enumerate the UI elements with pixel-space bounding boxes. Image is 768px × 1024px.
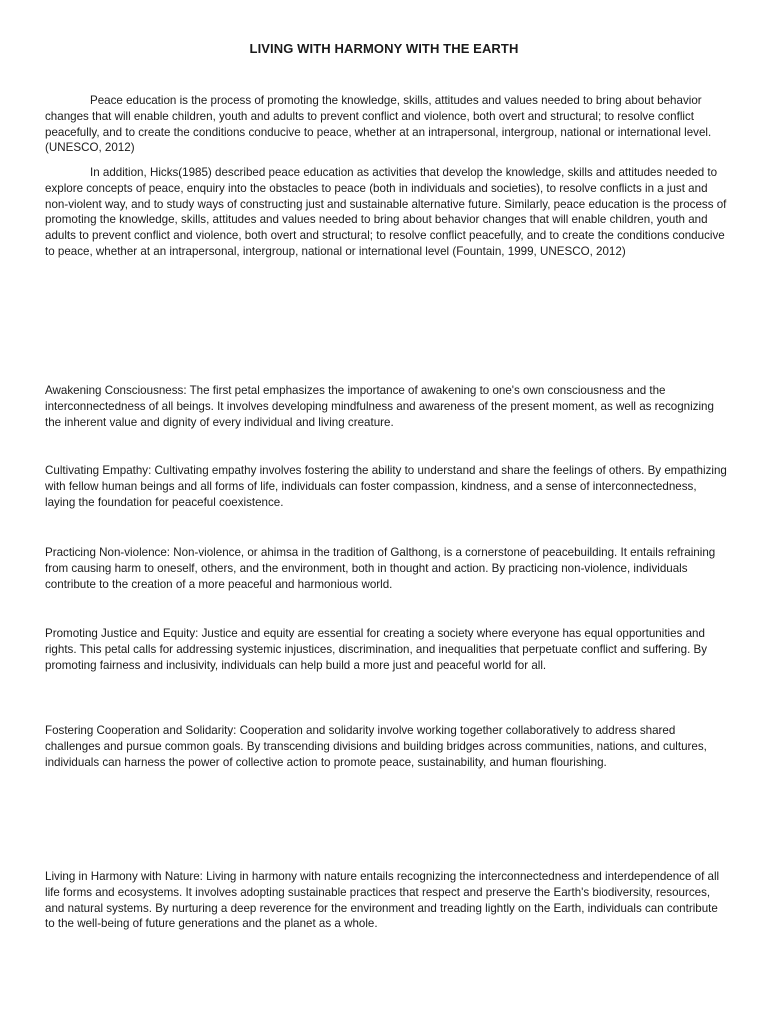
- intro-paragraph-2: In addition, Hicks(1985) described peace education as activities that develop the knowledge, skills and attitudes needed to explore concepts of peace, enquiry into the obstacles to peace (both in individuals and societies), to resolve conflicts in a just and non-violent way, and to study ways of constructing just and sustainable alternative future. Similarly, peace education is the process of promoting the knowledge, skills, attitudes and values needed to bring about behavior changes that will enable children, youth and adults to prevent conflict and violence, both overt and structural; to resolve conflict peacefully, and to create the conditions conducive to peace, whether at an intrapersonal, intergroup, national or international level (Fountain, 1999, UNESCO, 2012): [45, 166, 727, 258]
- section-harmony-with-nature: Living in Harmony with Nature: Living in harmony with nature entails recognizing the interconnectedness and interdependence of all life forms and ecosystems. It involves adopting sustainable practices that respect and preserve the Earth's biodiversity, resources, and natural systems. By nurturing a deep reverence for the environment and treading lightly on the Earth, individuals can contribute to the well-being of future generations and the planet as a whole.: [45, 870, 720, 931]
- section-cultivating-empathy: Cultivating Empathy: Cultivating empathy involves fostering the ability to understand and share the feelings of others. By empathizing with fellow human beings and all forms of life, individuals can foster compassion, kindness, and a sense of interconnectedness, laying the foundation for peaceful coexistence.: [45, 464, 727, 509]
- document-title: LIVING WITH HARMONY WITH THE EARTH: [249, 41, 519, 56]
- section-promoting-justice-equity: Promoting Justice and Equity: Justice and equity are essential for creating a society where everyone has equal opportunities and rights. This petal calls for addressing systemic injustices, discrimination, and inequalities that perpetuate conflict and suffering. By promoting fairness and inclusivity, individuals can help build a more just and peaceful world for all.: [45, 627, 708, 672]
- section-awakening-consciousness: Awakening Consciousness: The first petal emphasizes the importance of awakening to one's own consciousness and the interconnectedness of all beings. It involves developing mindfulness and awareness of the present moment, as well as recognizing the inherent value and dignity of every individual and living creature.: [45, 384, 714, 429]
- section-fostering-cooperation: Fostering Cooperation and Solidarity: Cooperation and solidarity involve working together collaboratively to address shared challenges and pursue common goals. By transcending divisions and building bridges across communities, nations, and cultures, individuals can harness the power of collective action to promote peace, sustainability, and human flourishing.: [45, 724, 707, 769]
- section-practicing-non-violence: Practicing Non-violence: Non-violence, or ahimsa in the tradition of Galthong, is a cornerstone of peacebuilding. It entails refraining from causing harm to oneself, others, and the environment, both in thought and action. By practicing non-violence, individuals contribute to the creation of a more peaceful and harmonious world.: [45, 546, 716, 591]
- intro-paragraph-1: Peace education is the process of promoting the knowledge, skills, attitudes and values needed to bring about behavior changes that will enable children, youth and adults to prevent conflict and violence, both overt and structural; to resolve conflict peacefully, and to create the conditions conducive to peace, whether at an intrapersonal, intergroup, national or international level. (UNESCO, 2012): [45, 94, 712, 155]
